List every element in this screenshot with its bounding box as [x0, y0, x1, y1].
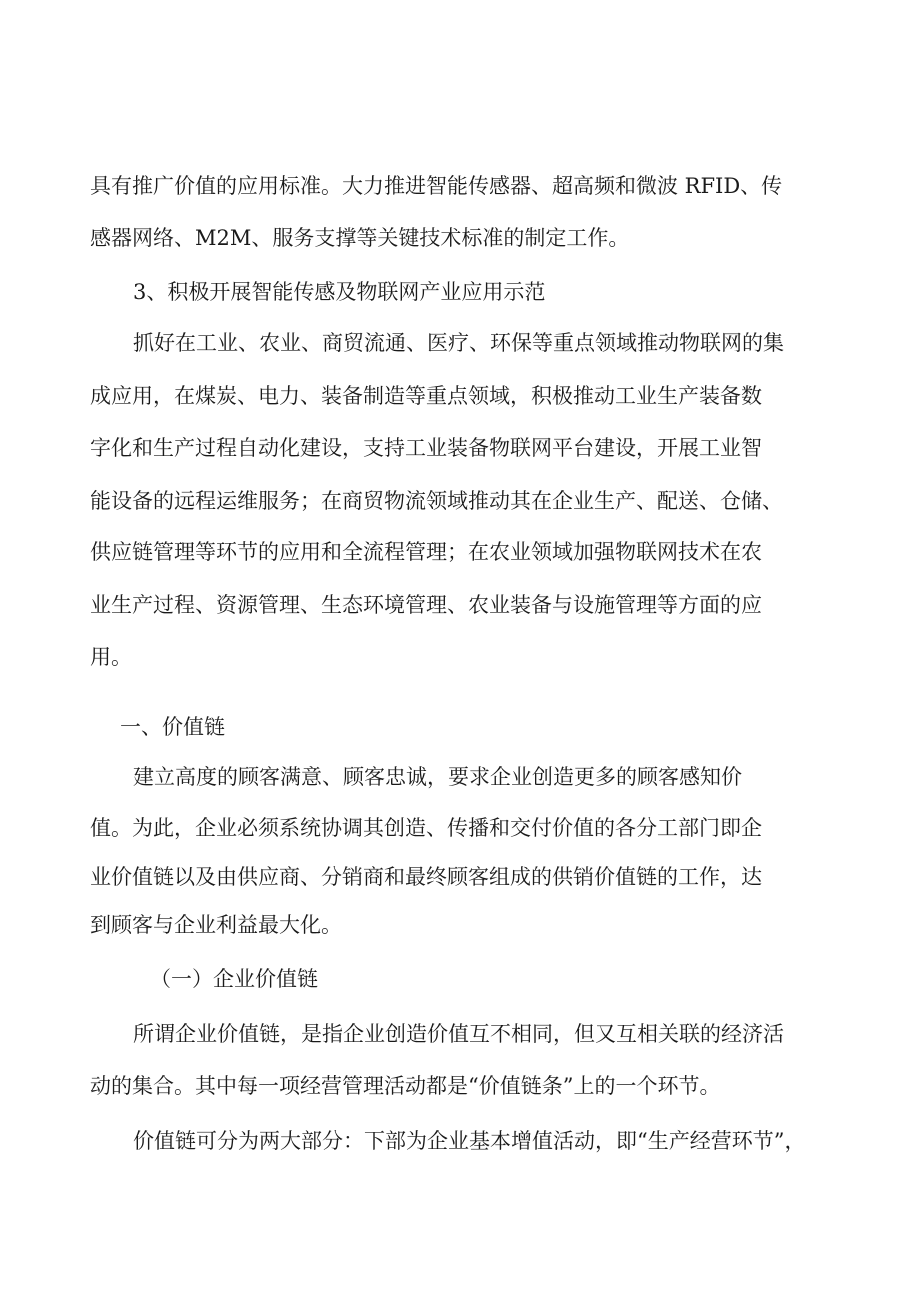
paragraph-line: 具有推广价值的应用标准。大力推进智能传感器、超高频和微波 RFID、传	[90, 174, 783, 198]
paragraph-line: 值。为此，企业必须系统协调其创造、传播和交付价值的各分工部门即企	[90, 816, 762, 840]
chapter-heading: 一、价值链	[120, 715, 225, 739]
paragraph-line: 所谓企业价值链，是指企业创造价值互不相同，但又互相关联的经济活	[133, 1022, 784, 1046]
paragraph-line: 成应用，在煤炭、电力、装备制造等重点领域，积极推动工业生产装备数	[90, 384, 762, 408]
paragraph-line: 建立高度的顾客满意、顾客忠诚，要求企业创造更多的顾客感知价	[133, 765, 742, 789]
section-heading: 3、积极开展智能传感及物联网产业应用示范	[133, 280, 546, 304]
subsection-heading: （一）企业价值链	[150, 967, 318, 991]
paragraph-line: 业价值链以及由供应商、分销商和最终顾客组成的供销价值链的工作，达	[90, 865, 762, 889]
paragraph-line: 抓好在工业、农业、商贸流通、医疗、环保等重点领域推动物联网的集	[133, 331, 784, 355]
paragraph-line: 用。	[90, 645, 132, 669]
paragraph-line: 感器网络、M2M、服务支撑等关键技术标准的制定工作。	[90, 226, 630, 250]
paragraph-line: 价值链可分为两大部分：下部为企业基本增值活动，即“生产经营环节”，	[133, 1129, 806, 1153]
paragraph-line: 动的集合。其中每一项经营管理活动都是“价值链条”上的一个环节。	[90, 1074, 721, 1098]
paragraph-line: 供应链管理等环节的应用和全流程管理；在农业领域加强物联网技术在农	[90, 540, 762, 564]
paragraph-line: 字化和生产过程自动化建设，支持工业装备物联网平台建设，开展工业智	[90, 436, 762, 460]
paragraph-line: 业生产过程、资源管理、生态环境管理、农业装备与设施管理等方面的应	[90, 593, 762, 617]
paragraph-line: 能设备的远程运维服务；在商贸物流领域推动其在企业生产、配送、仓储、	[90, 489, 783, 513]
paragraph-line: 到顾客与企业利益最大化。	[90, 913, 342, 937]
